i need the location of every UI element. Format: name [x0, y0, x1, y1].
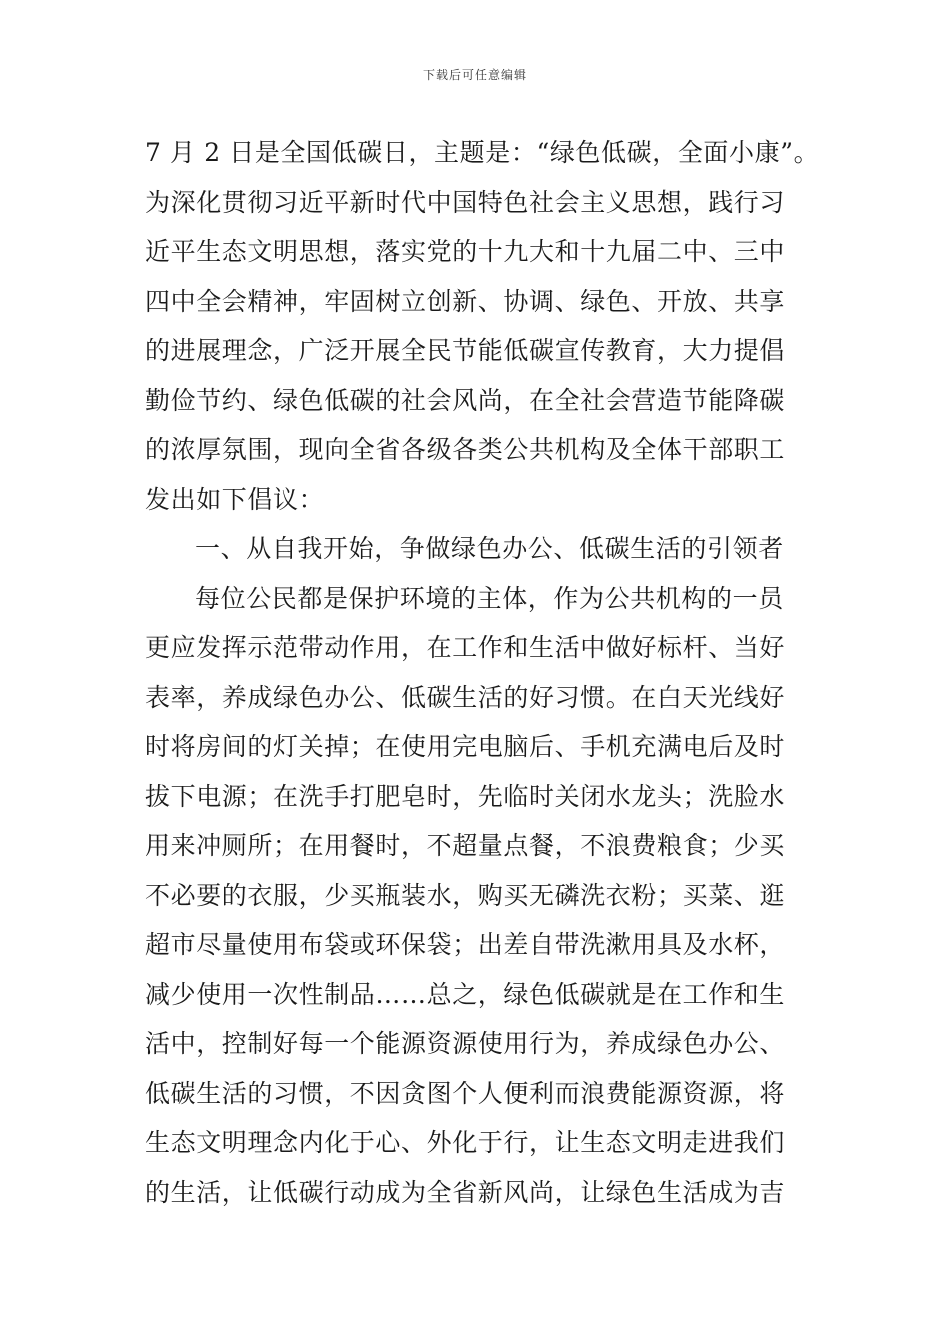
text-line: 表率，养成绿色办公、低碳生活的好习惯。在白天光线好: [145, 682, 786, 712]
text-line: 7 月 2 日是全国低碳日，主题是：“绿色低碳，全面小康”。: [145, 138, 820, 167]
text-line: 为深化贯彻习近平新时代中国特色社会主义思想，践行习: [145, 187, 786, 217]
text-line: 发出如下倡议：: [145, 484, 325, 514]
text-line: 的进展理念，广泛开展全民节能低碳宣传教育，大力提倡: [145, 336, 786, 365]
text-line: 每位公民都是保护环境的主体，作为公共机构的一员: [195, 583, 784, 613]
header-note: 下载后可任意编辑: [422, 68, 527, 82]
section-heading: 一、从自我开始，争做绿色办公、低碳生活的引领者: [195, 534, 784, 563]
text-line: 超市尽量使用布袋或环保袋；出差自带洗漱用具及水杯，: [145, 930, 786, 959]
text-line: 活中，控制好每一个能源资源使用行为，养成绿色办公、: [145, 1029, 786, 1058]
text-line: 四中全会精神，牢固树立创新、协调、绿色、开放、共享: [145, 286, 786, 316]
text-line: 近平生态文明思想，落实党的十九大和十九届二中、三中: [145, 237, 786, 266]
text-line: 生态文明理念内化于心、外化于行，让生态文明走进我们: [145, 1128, 786, 1157]
text-line: 的浓厚氛围，现向全省各级各类公共机构及全体干部职工: [145, 435, 786, 464]
text-line: 低碳生活的习惯，不因贪图个人便利而浪费能源资源，将: [145, 1078, 786, 1108]
text-line: 的生活，让低碳行动成为全省新风尚，让绿色生活成为吉: [145, 1177, 786, 1207]
text-line: 减少使用一次性制品……总之，绿色低碳就是在工作和生: [145, 979, 786, 1009]
text-line: 拔下电源；在洗手打肥皂时，先临时关闭水龙头；洗脸水: [145, 781, 786, 811]
text-line: 不必要的衣服，少买瓶装水，购买无磷洗衣粉；买菜、逛: [145, 880, 786, 910]
text-line: 时将房间的灯关掉；在使用完电脑后、手机充满电后及时: [145, 732, 786, 761]
document-body: [145, 128, 820, 1217]
text-line: 勤俭节约、绿色低碳的社会风尚，在全社会营造节能降碳: [145, 385, 786, 415]
text-line: 更应发挥示范带动作用，在工作和生活中做好标杆、当好: [145, 633, 786, 662]
text-line: 用来冲厕所；在用餐时，不超量点餐，不浪费粮食；少买: [145, 831, 786, 860]
